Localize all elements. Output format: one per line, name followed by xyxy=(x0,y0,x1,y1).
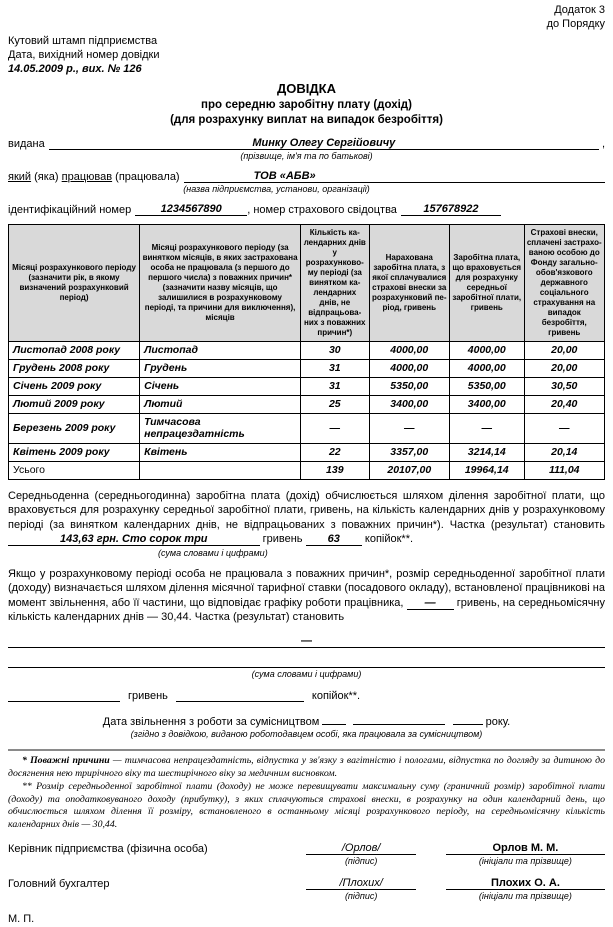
id-number-label: ідентифікаційний номер xyxy=(8,203,132,216)
not-worked-text-1: Якщо у розрахунковому періоді особа не працювала з поважних причин*, розмір середньоденної заробітної плати (доходу) визначається шляхом ділення місячної тарифної ставки (посадового окладу), встановленої працівникові на момент звільнення, або її частини, що відповідає графіку роботи працівника, xyxy=(8,567,605,609)
company-caption: (назва підприємства, установи, організації) xyxy=(183,183,370,194)
hryven-blank-field xyxy=(8,701,120,702)
not-worked-text-2: гривень, на середньомісячну кількість календарних днів — 30,44. Частка (результат) становить xyxy=(8,596,606,624)
cell-month-year: Лютий 2009 року xyxy=(9,395,140,413)
person-name-field: Минку Олегу Сергійовичу xyxy=(49,137,599,150)
cell-counted: 3214,14 xyxy=(450,443,525,461)
cell-empty xyxy=(140,461,301,479)
dismissal-day-field xyxy=(322,724,346,725)
issued-to-row xyxy=(8,137,605,150)
cell-month: Тимчасова непрацездатність xyxy=(140,413,301,443)
dismissal-date-line xyxy=(8,716,605,728)
cell-total-days: 139 xyxy=(301,461,370,479)
cell-month-year: Листопад 2008 року xyxy=(9,341,140,359)
cell-days: 31 xyxy=(301,377,370,395)
worked-at-row xyxy=(8,170,605,183)
comma: , xyxy=(601,137,605,150)
cell-total-accrued: 20107,00 xyxy=(369,461,449,479)
table-row xyxy=(9,341,605,359)
insurance-number-field: 157678922 xyxy=(401,203,501,216)
stamp-date-caption: Дата, вихідний номер довідки xyxy=(8,48,160,61)
cell-days: — xyxy=(301,413,370,443)
kopecks-label: копійок**. xyxy=(364,533,414,546)
director-name: Орлов М. М. xyxy=(446,842,605,855)
cell-days: 31 xyxy=(301,359,370,377)
table-row xyxy=(9,377,605,395)
tariff-amount-field: — xyxy=(407,597,454,610)
salary-table xyxy=(8,224,605,480)
footnotes-block xyxy=(8,755,605,831)
cell-counted: — xyxy=(450,413,525,443)
cell-days: 25 xyxy=(301,395,370,413)
id-numbers-row xyxy=(8,203,605,216)
cell-accrued: 4000,00 xyxy=(369,341,449,359)
appendix-note xyxy=(8,4,605,32)
cell-accrued: 3357,00 xyxy=(369,443,449,461)
cell-contribution: 20,00 xyxy=(524,341,605,359)
result-caption: (сума словами і цифрами) xyxy=(251,668,362,679)
director-sign-block xyxy=(306,842,415,867)
corner-stamp-block xyxy=(8,34,605,77)
table-row xyxy=(9,359,605,377)
person-name-caption: (прізвище, ім'я та по батькові) xyxy=(240,150,373,161)
cell-counted: 5350,00 xyxy=(450,377,525,395)
signature-caption: (підпис) xyxy=(344,855,378,866)
table-total-row xyxy=(9,461,605,479)
director-label: Керівник підприємства (фізична особа) xyxy=(8,842,208,855)
insurance-number-label: , номер страхового свідоцтва xyxy=(247,203,397,216)
col-header-days: Кількість календарних днів у розрахунковому періоді (за винятком календарних днів, не відпрацьованих з поважних причин*) xyxy=(301,224,370,341)
cell-accrued: 4000,00 xyxy=(369,359,449,377)
hryven-kopecks-row xyxy=(8,690,605,702)
document-title: ДОВІДКА xyxy=(277,81,336,97)
cell-month: Грудень xyxy=(140,359,301,377)
name-caption: (ініціали та прізвище) xyxy=(478,855,572,866)
signature-caption: (підпис) xyxy=(344,890,378,901)
kopecks-field: 63 xyxy=(306,533,362,546)
worked-word-1: який xyxy=(8,170,32,183)
cell-contribution: 20,40 xyxy=(524,395,605,413)
average-wage-paragraph xyxy=(8,489,605,547)
appendix-line1: Додаток 3 xyxy=(554,4,605,16)
col-header-period: Місяці розрахункового періоду (зазначити рік, в якому визначений розрахунковий період) xyxy=(9,224,140,341)
hryven-label-2: гривень xyxy=(128,689,168,702)
accountant-signature: /Плохих/ xyxy=(306,877,415,890)
accountant-name: Плохих О. А. xyxy=(446,877,605,890)
cell-days: 30 xyxy=(301,341,370,359)
table-header-row xyxy=(9,224,605,341)
footnote-2: ** Розмір середньоденної заробітної плати (доходу) не може перевищувати максимальну суму (граничний розмір) заробітної плати (доходу) та оподатковуваного доходу (прибутку), з яких сплачуються страхові внески, в розрахунку на один календарний день, що обчислюється шляхом ділення її розміру, встановленого в останньому місяці розрахункового періоду, на середньомісячну кількість календарних днів — 30,44. xyxy=(8,780,605,831)
cell-month: Лютий xyxy=(140,395,301,413)
cell-month-year: Квітень 2009 року xyxy=(9,443,140,461)
accountant-sign-block xyxy=(306,877,415,902)
amount-caption: (сума словами і цифрами) xyxy=(158,547,268,558)
cell-month-year: Січень 2009 року xyxy=(9,377,140,395)
kopecks-label-2: копійок**. xyxy=(311,689,361,702)
table-row xyxy=(9,443,605,461)
col-header-accrued: Нарахована заробітна плата, з якої сплачувалися страхові внески за розрахунковий період, гривень xyxy=(369,224,449,341)
document-title-block xyxy=(8,80,605,129)
name-caption: (ініціали та прізвище) xyxy=(478,890,572,901)
cell-accrued: — xyxy=(369,413,449,443)
kopecks-blank-field xyxy=(176,701,304,702)
cell-contribution: — xyxy=(524,413,605,443)
hryven-label: гривень xyxy=(262,533,303,546)
dismissal-caption: (згідно з довідкою, виданою роботодавцем особі, яка працювала за сумісництвом) xyxy=(130,728,483,739)
accountant-signature-row xyxy=(8,877,605,902)
cell-contribution: 20,14 xyxy=(524,443,605,461)
accountant-name-block xyxy=(446,877,605,902)
dismissal-suffix: року. xyxy=(485,715,511,728)
cell-total-contribution: 111,04 xyxy=(524,461,605,479)
id-number-field: 1234567890 xyxy=(135,203,247,216)
cell-total-counted: 19964,14 xyxy=(450,461,525,479)
cell-counted: 4000,00 xyxy=(450,359,525,377)
cell-total-label: Усього xyxy=(9,461,140,479)
document-subtitle: про середню заробітну плату (дохід) xyxy=(201,98,412,111)
footnote-1 xyxy=(8,755,605,780)
stamp-date-number: 14.05.2009 р., вих. № 126 xyxy=(8,63,142,76)
cell-month: Квітень xyxy=(140,443,301,461)
cell-month-year: Березень 2009 року xyxy=(9,413,140,443)
worked-word-2: (яка) xyxy=(34,170,59,183)
worked-word-3: працював xyxy=(61,170,113,183)
stamp-place-label: М. П. xyxy=(8,913,35,926)
footnote-1-lead: * Поважні причини xyxy=(22,755,110,767)
dismissal-year-field xyxy=(453,724,483,725)
stamp-caption: Кутовий штамп підприємства xyxy=(8,34,158,47)
footnote-1-rest: — тимчасова непрацездатність, відпустка у зв'язку з вагітністю і пологами, відпустка по догляду за дитиною до досягнення нею трирічного віку та шестирічного віку за медичним висновком. xyxy=(8,755,605,780)
average-wage-text: Середньоденна (середньогодинна) заробітна плата (дохід) обчислюється шляхом ділення заробітної плати, що враховується для розрахунку середньої заробітної плати, гривень, на кількість календарних днів у розрахунковому періоді (за винятком календарних днів, не відпрацьованих з поважних причин*). Частка (результат) становить xyxy=(8,489,605,531)
worked-word-4: (працювала) xyxy=(115,170,180,183)
cell-contribution: 20,00 xyxy=(524,359,605,377)
average-wage-amount-field: 143,63 грн. Сто сорок три xyxy=(8,533,260,546)
cell-month: Листопад xyxy=(140,341,301,359)
cell-month: Січень xyxy=(140,377,301,395)
director-signature-row xyxy=(8,842,605,867)
director-name-block xyxy=(446,842,605,867)
cell-contribution: 30,50 xyxy=(524,377,605,395)
table-row xyxy=(9,395,605,413)
col-header-contributions: Страхові внески, сплачені застрахованою особою до Фонду загальнообов'язкового державного соціального страхування на випадок безробіття, гривень xyxy=(524,224,605,341)
col-header-counted: Заробітна плата, що враховується для розрахунку середньої заробітної плати, гривень xyxy=(450,224,525,341)
result-line-1: — xyxy=(8,635,605,648)
appendix-line2: до Порядку xyxy=(546,17,605,30)
company-name-field: ТОВ «АБВ» xyxy=(184,170,605,183)
table-row xyxy=(9,413,605,443)
dismissal-text: Дата звільнення з роботи за сумісництвом xyxy=(102,715,320,728)
cell-days: 22 xyxy=(301,443,370,461)
cell-accrued: 3400,00 xyxy=(369,395,449,413)
not-worked-paragraph xyxy=(8,567,605,625)
worked-label xyxy=(8,171,184,183)
director-signature: /Орлов/ xyxy=(306,842,415,855)
col-header-months: Місяці розрахункового періоду (за винятком місяців, в яких застрахована особа не працювала (з першого до першого числа) з поважних причин* (зазначити назву місяців, що залишилися в розрахунковому періоді, та причини для виключення), місяців xyxy=(140,224,301,341)
issued-label: видана xyxy=(8,137,45,150)
document-subtitle-2: (для розрахунку виплат на випадок безробіття) xyxy=(170,114,443,127)
cell-accrued: 5350,00 xyxy=(369,377,449,395)
cell-counted: 3400,00 xyxy=(450,395,525,413)
footnote-separator xyxy=(8,749,605,751)
accountant-label: Головний бухгалтер xyxy=(8,877,110,890)
cell-month-year: Грудень 2008 року xyxy=(9,359,140,377)
dismissal-month-field xyxy=(353,724,445,725)
result-line-2 xyxy=(8,658,605,668)
cell-counted: 4000,00 xyxy=(450,341,525,359)
